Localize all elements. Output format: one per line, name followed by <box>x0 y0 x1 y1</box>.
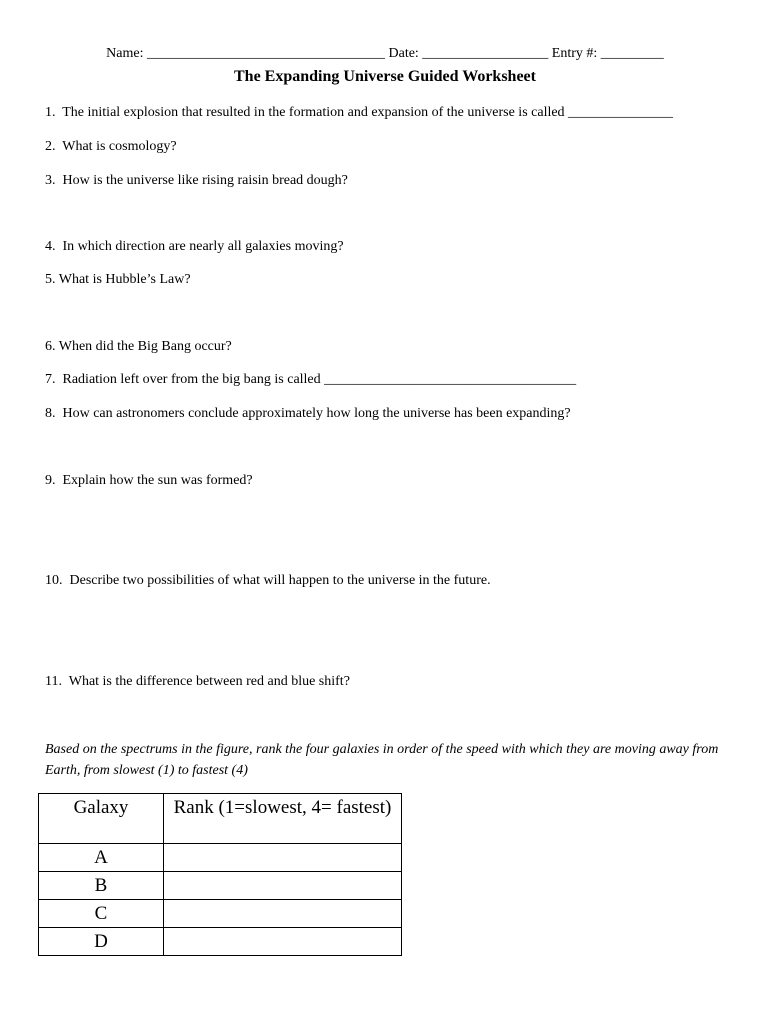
galaxy-cell: B <box>39 872 164 900</box>
table-row <box>39 928 402 956</box>
rank-cell[interactable] <box>164 872 402 900</box>
table-row <box>39 872 402 900</box>
galaxy-cell: D <box>39 928 164 956</box>
question-5: 5. What is Hubble’s Law? <box>45 272 191 287</box>
question-4: 4. In which direction are nearly all galaxies moving? <box>45 239 344 254</box>
ranking-instruction: Based on the spectrums in the figure, rank the four galaxies in order of the speed with which they are moving away from Earth, from slowest (1) to fastest (4) <box>45 742 719 778</box>
rank-cell[interactable] <box>164 900 402 928</box>
question-7: 7. Radiation left over from the big bang is called ____________________________________ <box>45 372 577 387</box>
question-9: 9. Explain how the sun was formed? <box>45 473 253 488</box>
galaxy-rank-table <box>38 793 402 956</box>
rank-cell[interactable] <box>164 928 402 956</box>
table-header-row <box>39 794 402 844</box>
question-11: 11. What is the difference between red and blue shift? <box>45 674 350 689</box>
question-6: 6. When did the Big Bang occur? <box>45 339 232 354</box>
worksheet-title: The Expanding Universe Guided Worksheet <box>234 68 536 85</box>
column-header-galaxy: Galaxy <box>39 794 164 844</box>
question-2: 2. What is cosmology? <box>45 139 177 154</box>
question-3: 3. How is the universe like rising raisin bread dough? <box>45 173 348 188</box>
galaxy-cell: C <box>39 900 164 928</box>
rank-cell[interactable] <box>164 844 402 872</box>
question-1: 1. The initial explosion that resulted in the formation and expansion of the universe is called _______________ <box>45 105 674 120</box>
table-row <box>39 844 402 872</box>
column-header-rank: Rank (1=slowest, 4= fastest) <box>164 794 402 844</box>
question-10: 10. Describe two possibilities of what will happen to the universe in the future. <box>45 573 491 588</box>
table-row <box>39 900 402 928</box>
question-8: 8. How can astronomers conclude approximately how long the universe has been expanding? <box>45 406 571 421</box>
header-name-date-entry: Name: __________________________________ Date: __________________ Entry #: _________ <box>106 46 664 61</box>
galaxy-cell: A <box>39 844 164 872</box>
